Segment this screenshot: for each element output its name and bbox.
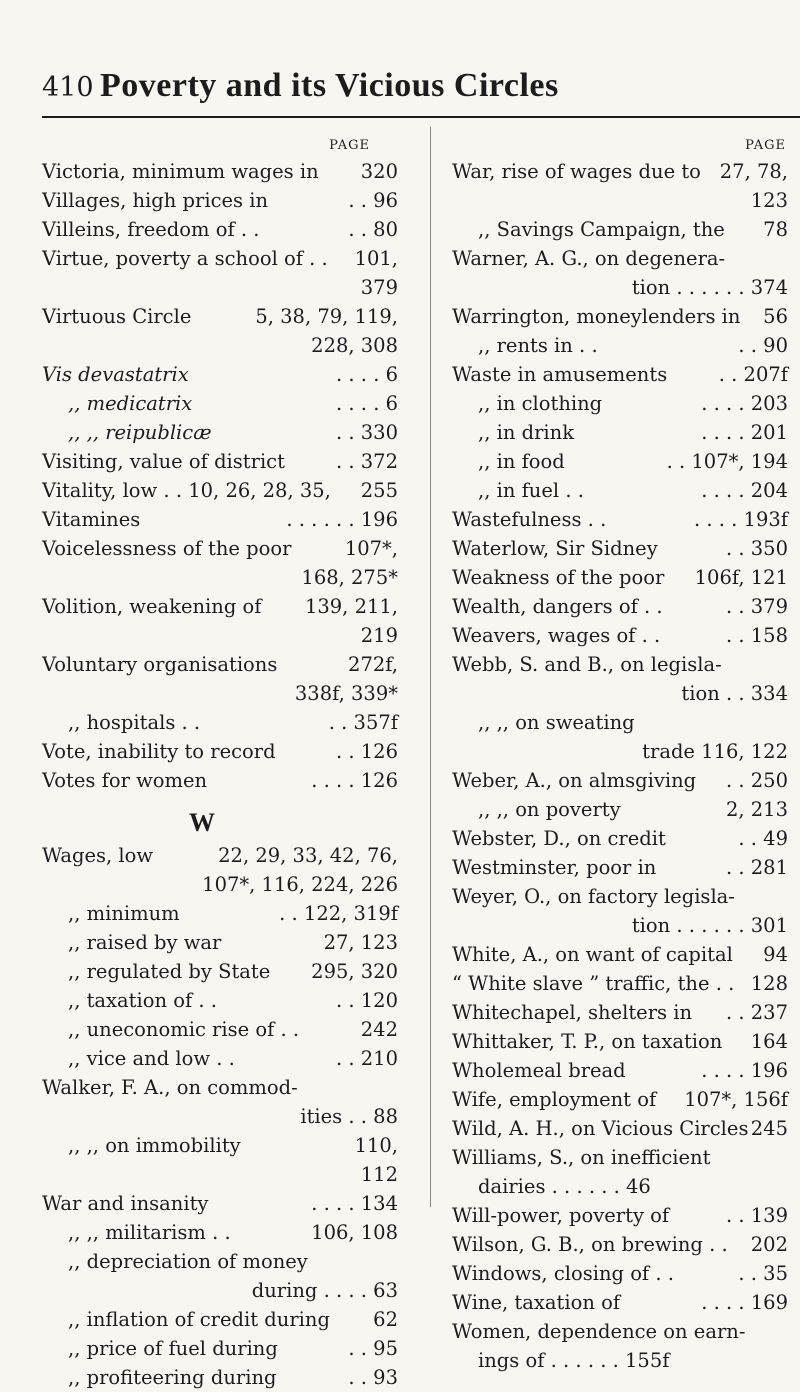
entry-pages: 202	[750, 1233, 788, 1256]
entry-heading: ,, profiteering during	[68, 1366, 277, 1389]
index-entry	[42, 708, 402, 737]
entry-heading: Whittaker, T. P., on taxation	[452, 1030, 723, 1053]
entry-heading: Wife, employment of	[452, 1088, 657, 1111]
index-entry	[452, 1259, 792, 1288]
index-entry	[42, 505, 402, 534]
index-entry	[452, 563, 792, 592]
entry-heading: Wealth, dangers of . .	[452, 595, 663, 618]
entry-heading: Waste in amusements	[452, 363, 668, 386]
index-entry	[452, 1143, 792, 1172]
index-entry	[42, 592, 402, 621]
index-entry	[42, 957, 402, 986]
index-entry	[452, 882, 792, 911]
index-entry	[42, 389, 402, 418]
entry-pages: . . 207f	[718, 363, 788, 386]
entry-pages: . . 107*, 194	[666, 450, 788, 473]
entry-heading: Wastefulness . .	[452, 508, 607, 531]
index-entry	[452, 940, 792, 969]
w-entries-continued	[452, 157, 792, 1375]
letter-heading: W	[189, 808, 215, 837]
entry-pages: . . . . 134	[311, 1192, 398, 1215]
index-entry	[42, 1247, 402, 1276]
entry-heading: Vis devastatrix	[42, 363, 189, 386]
index-entry	[42, 244, 402, 273]
entry-heading: ,, ,, militarism . .	[68, 1221, 231, 1244]
index-entry	[42, 841, 402, 870]
entry-heading: ,, in drink	[478, 421, 575, 444]
entry-pages: 320	[360, 160, 398, 183]
index-entry	[452, 1027, 792, 1056]
index-entry	[42, 1044, 402, 1073]
index-entry-continuation: ings of . . . . . . 155f	[478, 1349, 670, 1372]
entry-heading: Vitamines	[42, 508, 141, 531]
index-entry	[42, 737, 402, 766]
index-entry	[42, 476, 402, 505]
index-entry-continuation: 123	[750, 189, 788, 212]
entry-heading: “ White slave ” traffic, the . .	[452, 972, 735, 995]
index-entry	[452, 389, 792, 418]
index-entry-continuation: 107*, 116, 224, 226	[202, 873, 398, 896]
index-entry	[42, 766, 402, 795]
entry-pages: . . 158	[725, 624, 788, 647]
index-entry-continuation: 168, 275*	[301, 566, 398, 589]
header-rule	[42, 116, 800, 118]
index-entry-continuation: ities . . 88	[300, 1105, 398, 1128]
entry-heading: Victoria, minimum wages in	[42, 160, 319, 183]
index-entry	[42, 360, 402, 389]
index-entry	[452, 1114, 792, 1143]
entry-heading: Wine, taxation of	[452, 1291, 621, 1314]
entry-heading: Women, dependence on earn-	[452, 1320, 746, 1343]
entry-pages: . . 49	[738, 827, 788, 850]
entry-pages: . . . . 201	[701, 421, 788, 444]
index-entry-continuation: 379	[360, 276, 398, 299]
index-entry	[42, 1363, 402, 1392]
entry-heading: ,, ,, on poverty	[478, 798, 621, 821]
index-entry	[42, 650, 402, 679]
entry-heading: Weavers, wages of . .	[452, 624, 661, 647]
index-entry	[42, 1073, 402, 1102]
entry-pages: . . 237	[725, 1001, 788, 1024]
index-entry	[452, 1056, 792, 1085]
entry-pages: . . . . 6	[336, 363, 398, 386]
index-entry	[452, 244, 792, 273]
entry-heading: Williams, S., on inefficient	[452, 1146, 711, 1169]
entry-pages: . . . . . . 196	[286, 508, 398, 531]
entry-pages: 101,	[354, 247, 398, 270]
index-entry-continuation: 228, 308	[311, 334, 398, 357]
entry-pages: . . . . 193f	[693, 508, 788, 531]
index-entry	[452, 302, 792, 331]
entry-pages: 27, 78,	[719, 160, 788, 183]
index-entry	[452, 418, 792, 447]
entry-pages: . . 126	[335, 740, 398, 763]
entry-pages: . . 372	[335, 450, 398, 473]
index-entry	[452, 1201, 792, 1230]
entry-pages: 110,	[354, 1134, 398, 1157]
index-entry	[452, 1230, 792, 1259]
entry-heading: ,, in food	[478, 450, 565, 473]
entry-heading: Wages, low	[42, 844, 154, 867]
index-entry	[452, 157, 792, 186]
index-entry-continuation: tion . . . . . . 301	[631, 914, 788, 937]
entry-pages: . . . . 169	[701, 1291, 788, 1314]
entry-heading: Webster, D., on credit	[452, 827, 666, 850]
entry-pages: . . . . 196	[701, 1059, 788, 1082]
entry-pages: . . 122, 319f	[279, 902, 398, 925]
entry-heading: Wholemeal bread	[452, 1059, 626, 1082]
index-entry	[452, 621, 792, 650]
entry-pages: . . . . 203	[701, 392, 788, 415]
index-entry	[42, 899, 402, 928]
entry-pages: . . 139	[725, 1204, 788, 1227]
entry-pages: . . . . 126	[311, 769, 398, 792]
entry-heading: ,, medicatrix	[68, 392, 193, 415]
entry-heading: Weakness of the poor	[452, 566, 665, 589]
entry-heading: ,, minimum	[68, 902, 180, 925]
entry-heading: Voluntary organisations	[42, 653, 278, 676]
index-entry	[42, 302, 402, 331]
entry-heading: ,, raised by war	[68, 931, 222, 954]
column-divider	[430, 127, 431, 1207]
index-entry-continuation: tion . . . . . . 374	[631, 276, 788, 299]
index-entry	[42, 986, 402, 1015]
entry-heading: Wilson, G. B., on brewing . .	[452, 1233, 728, 1256]
index-entry	[452, 1085, 792, 1114]
index-entry-continuation: 112	[360, 1163, 398, 1186]
entry-heading: Webb, S. and B., on legisla-	[452, 653, 722, 676]
index-entry	[452, 331, 792, 360]
entry-pages: 22, 29, 33, 42, 76,	[218, 844, 398, 867]
index-entry	[42, 1015, 402, 1044]
entry-heading: White, A., on want of capital	[452, 943, 733, 966]
index-entry	[42, 447, 402, 476]
index-entry	[42, 1218, 402, 1247]
entry-heading: ,, in clothing	[478, 392, 603, 415]
entry-heading: Vote, inability to record	[42, 740, 276, 763]
entry-heading: Weyer, O., on factory legisla-	[452, 885, 735, 908]
entry-heading: Votes for women	[42, 769, 208, 792]
entry-pages: . . 210	[335, 1047, 398, 1070]
entry-pages: 272f,	[348, 653, 398, 676]
v-entries	[42, 157, 402, 795]
entry-heading: Visiting, value of district	[42, 450, 285, 473]
entry-heading: Warner, A. G., on degenera-	[452, 247, 726, 270]
page-column-label: PAGE	[745, 138, 786, 153]
index-entry	[42, 418, 402, 447]
entry-pages: 295, 320	[311, 960, 398, 983]
entry-pages: 128	[750, 972, 788, 995]
index-entry-continuation: dairies . . . . . . 46	[478, 1175, 651, 1198]
index-entry	[452, 447, 792, 476]
index-entry-continuation: 338f, 339*	[294, 682, 398, 705]
entry-pages: . . 281	[725, 856, 788, 879]
entry-pages: 94	[763, 943, 788, 966]
index-entry	[42, 1334, 402, 1363]
entry-heading: ,, Savings Campaign, the	[478, 218, 725, 241]
w-entries	[42, 841, 402, 1392]
entry-pages: 139, 211,	[304, 595, 398, 618]
index-entry	[452, 505, 792, 534]
index-entry	[452, 1317, 792, 1346]
index-entry	[42, 928, 402, 957]
entry-pages: . . 250	[725, 769, 788, 792]
index-entry	[42, 1189, 402, 1218]
page-number: 410	[42, 72, 94, 103]
index-entry	[42, 1131, 402, 1160]
entry-heading: Villages, high prices in	[42, 189, 269, 212]
entry-heading: War, rise of wages due to	[452, 160, 701, 183]
entry-pages: . . 330	[335, 421, 398, 444]
entry-pages: 107*,	[344, 537, 398, 560]
entry-pages: . . 80	[348, 218, 398, 241]
entry-pages: 106f, 121	[694, 566, 788, 589]
entry-heading: War and insanity	[42, 1192, 209, 1215]
entry-heading: ,, ,, reipublicæ	[68, 421, 212, 444]
index-entry	[452, 592, 792, 621]
index-entry	[452, 650, 792, 679]
entry-heading: Windows, closing of . .	[452, 1262, 674, 1285]
index-entry	[452, 853, 792, 882]
index-entry	[452, 476, 792, 505]
entry-pages: 56	[763, 305, 788, 328]
index-entry	[452, 766, 792, 795]
entry-heading: Waterlow, Sir Sidney	[452, 537, 658, 560]
index-entry	[452, 795, 792, 824]
entry-pages: . . 350	[725, 537, 788, 560]
entry-heading: Villeins, freedom of . .	[42, 218, 260, 241]
index-entry	[452, 1288, 792, 1317]
entry-pages: 106, 108	[311, 1221, 398, 1244]
entry-heading: Volition, weakening of	[42, 595, 262, 618]
entry-heading: Virtuous Circle	[42, 305, 192, 328]
index-entry	[42, 186, 402, 215]
entry-heading: ,, ,, on sweating	[478, 711, 635, 734]
entry-pages: 27, 123	[323, 931, 398, 954]
entry-pages: . . 90	[738, 334, 788, 357]
entry-pages: 245	[750, 1117, 788, 1140]
index-column-right	[452, 135, 792, 1375]
index-entry-continuation: 219	[360, 624, 398, 647]
entry-pages: 5, 38, 79, 119,	[255, 305, 398, 328]
entry-pages: 2, 213	[725, 798, 788, 821]
entry-heading: ,, ,, on immobility	[68, 1134, 241, 1157]
entry-pages: . . 95	[348, 1337, 398, 1360]
index-entry	[452, 215, 792, 244]
index-entry	[42, 157, 402, 186]
entry-pages: . . 93	[348, 1366, 398, 1389]
entry-pages: . . 35	[738, 1262, 788, 1285]
entry-heading: ,, uneconomic rise of . .	[68, 1018, 300, 1041]
entry-pages: 107*, 156f	[684, 1088, 788, 1111]
index-entry-continuation: tion . . 334	[681, 682, 788, 705]
entry-heading: ,, rents in . .	[478, 334, 598, 357]
entry-heading: ,, depreciation of money	[68, 1250, 308, 1273]
entry-heading: ,, price of fuel during	[68, 1337, 278, 1360]
index-entry	[452, 969, 792, 998]
entry-heading: ,, vice and low . .	[68, 1047, 235, 1070]
index-entry	[452, 534, 792, 563]
index-entry	[452, 824, 792, 853]
entry-heading: Voicelessness of the poor	[42, 537, 292, 560]
entry-heading: Weber, A., on almsgiving	[452, 769, 697, 792]
entry-pages: . . 379	[725, 595, 788, 618]
entry-pages: . . 120	[335, 989, 398, 1012]
entry-pages: 62	[373, 1308, 398, 1331]
entry-heading: Will-power, poverty of	[452, 1204, 670, 1227]
entry-heading: ,, inflation of credit during	[68, 1308, 330, 1331]
index-entry-continuation: trade 116, 122	[642, 740, 788, 763]
entry-heading: Virtue, poverty a school of . .	[42, 247, 328, 270]
entry-heading: Walker, F. A., on commod-	[42, 1076, 298, 1099]
entry-heading: Warrington, moneylenders in	[452, 305, 741, 328]
entry-pages: 78	[763, 218, 788, 241]
entry-pages: 164	[750, 1030, 788, 1053]
index-entry	[452, 360, 792, 389]
entry-heading: Whitechapel, shelters in	[452, 1001, 693, 1024]
entry-pages: . . 357f	[328, 711, 398, 734]
entry-heading: ,, regulated by State	[68, 960, 271, 983]
index-entry-continuation: during . . . . 63	[251, 1279, 398, 1302]
index-entry	[42, 534, 402, 563]
entry-heading: Vitality, low . . 10, 26, 28, 35,	[42, 479, 331, 502]
index-column-left	[42, 135, 402, 1392]
page-header	[0, 0, 800, 125]
entry-pages: 242	[360, 1018, 398, 1041]
index-entry	[42, 215, 402, 244]
entry-heading: ,, hospitals . .	[68, 711, 201, 734]
entry-heading: ,, taxation of . .	[68, 989, 218, 1012]
index-entry	[42, 1305, 402, 1334]
entry-heading: Westminster, poor in	[452, 856, 657, 879]
entry-pages: 255	[360, 479, 398, 502]
entry-pages: . . . . 204	[701, 479, 788, 502]
index-entry	[452, 998, 792, 1027]
entry-heading: ,, in fuel . .	[478, 479, 584, 502]
running-title: Poverty and its Vicious Circles	[100, 67, 559, 104]
page-column-label: PAGE	[329, 138, 370, 153]
index-entry	[452, 708, 792, 737]
entry-pages: . . . . 6	[336, 392, 398, 415]
entry-pages: . . 96	[348, 189, 398, 212]
entry-heading: Wild, A. H., on Vicious Circles	[452, 1117, 749, 1140]
